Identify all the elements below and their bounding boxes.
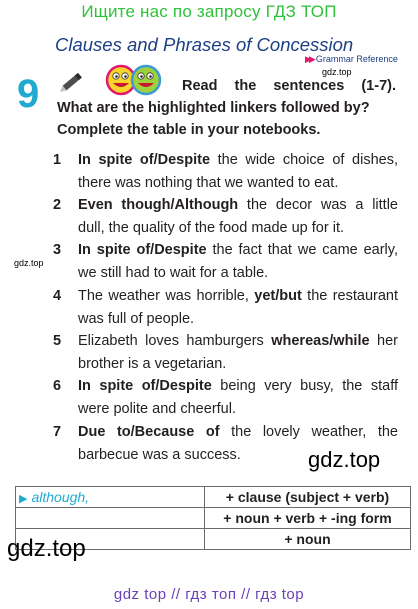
sentence-item: 1 In spite of/Despite the wide choice of dishes, there was nothing that we wanted to eat. (53, 149, 398, 194)
watermark-ref: gdz.top (322, 67, 352, 77)
sentence-number: 3 (53, 242, 62, 258)
watermark-bottom: gdz.top (7, 535, 86, 562)
section-title: Clauses and Phrases of Concession (55, 34, 354, 55)
watermark-left: gdz.top (14, 258, 44, 268)
play-icon: ▶ (19, 493, 28, 505)
sentence-item: 5 Elizabeth loves hamburgers whereas/while her brother is a vegetarian. (53, 330, 398, 375)
grammar-reference-label: Grammar Reference (315, 54, 398, 64)
table-row (16, 487, 411, 508)
sentence-number: 5 (53, 333, 62, 349)
highlighted-linker: yet/but (254, 288, 302, 304)
highlighted-linker: whereas/while (271, 333, 370, 349)
sentence-item: 4 The weather was horrible, yet/but the restaurant was full of people. (53, 285, 398, 330)
grammar-reference-link[interactable] (305, 54, 398, 65)
sentence-number: 6 (53, 378, 62, 394)
sentence-item: 2 Even though/Although the decor was a little dull, the quality of the food made up for it. (53, 194, 398, 239)
top-banner: Ищите нас по запросу ГДЗ ТОП (81, 2, 337, 21)
double-play-icon: ▶▶ (305, 54, 313, 64)
highlighted-linker: In spite of/Despite (78, 242, 207, 258)
sentence-item: 3 In spite of/Despite the fact that we came early, we still had to wait for a table. (53, 239, 398, 284)
sentence-number: 4 (53, 288, 62, 304)
sentence-item: 7 Due to/Because of the lovely weather, the barbecue was a success. (53, 421, 398, 466)
highlighted-linker: Even though/Although (78, 197, 239, 213)
exercise-number: 9 (17, 72, 40, 116)
instruction-line-3: Complete the table in your notebooks. (57, 122, 321, 138)
highlighted-linker: In spite of/Despite (78, 152, 211, 168)
table-cell-structure: + clause (subject + verb) (205, 487, 411, 508)
sentence-number: 2 (53, 197, 62, 213)
sentence-item: 6 In spite of/Despite being very busy, the staff were polite and cheerful. (53, 375, 398, 420)
table-row (16, 508, 411, 529)
instruction-line-1: Read the sentences (1-7). (182, 78, 396, 94)
watermark-mid: gdz.top (308, 447, 381, 472)
table-cell-linker: ▶ although, (16, 487, 205, 508)
smiley-faces-icon (104, 64, 164, 96)
instruction-line-2: What are the highlighted linkers followed by? (57, 100, 370, 116)
sentence-number: 1 (53, 152, 62, 168)
table-cell-linker (16, 508, 205, 529)
table-cell-structure: + noun + verb + -ing form (205, 508, 411, 529)
highlighted-linker: In spite of/Despite (78, 378, 212, 394)
table-cell-structure: + noun (205, 529, 411, 550)
footer-watermark: gdz top // гдз топ // гдз top (113, 586, 305, 603)
sentence-number: 7 (53, 424, 62, 440)
highlighted-linker: Due to/Because of (78, 424, 220, 440)
pencil-icon (58, 66, 88, 96)
